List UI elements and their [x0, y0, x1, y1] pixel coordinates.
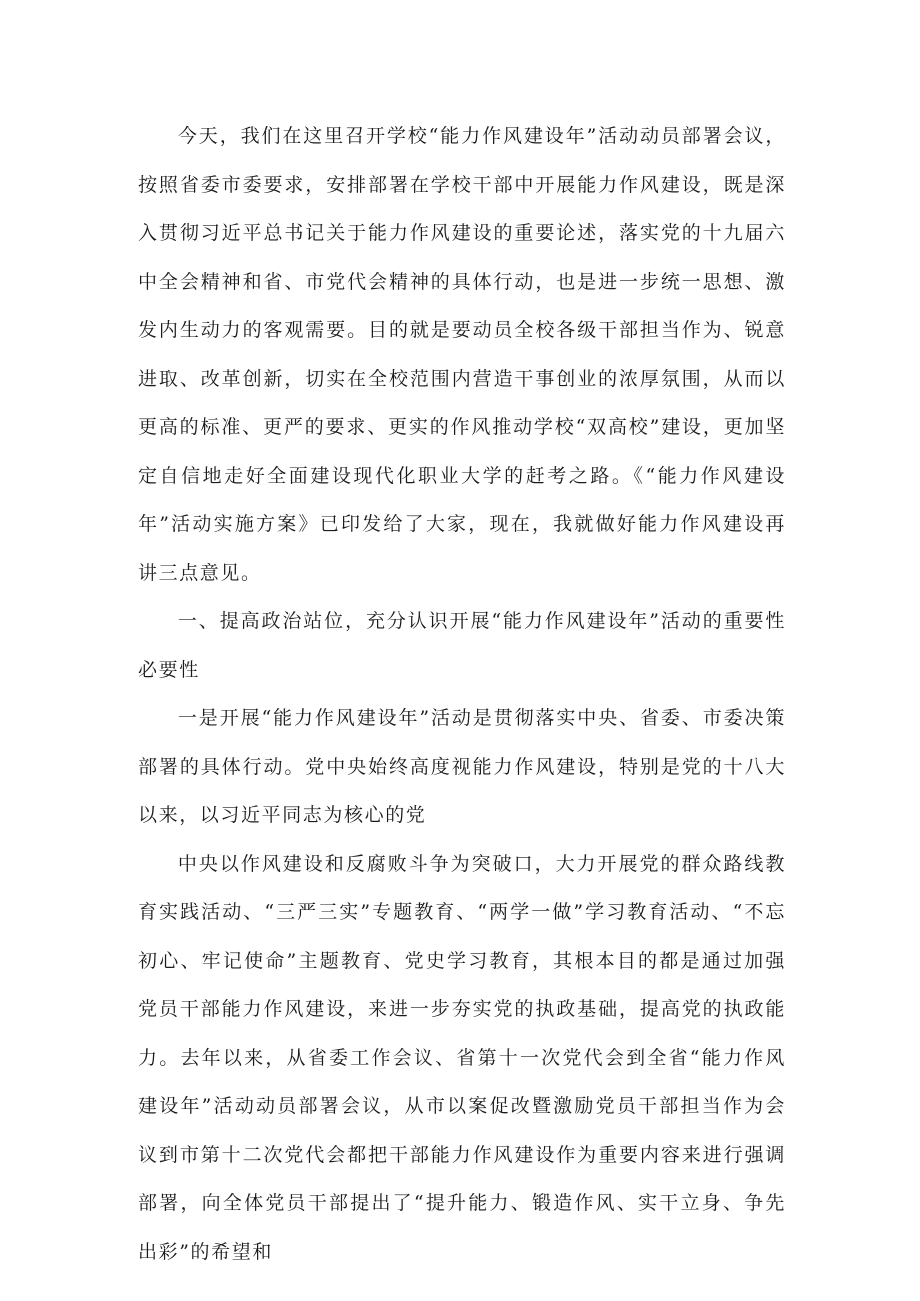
document-body — [138, 112, 786, 1276]
section-heading-1: 一、提高政治站位，充分认识开展“能力作风建设年”活动的重要性必要性 — [138, 610, 786, 681]
point-one-paragraph: 一是开展“能力作风建设年”活动是贯彻落实中央、省委、市委决策部署的具体行动。党中央始终高度视能力作风建设，特别是党的十八大以来，以习近平同志为核心的党 — [138, 707, 786, 826]
intro-paragraph: 今天，我们在这里召开学校“能力作风建设年”活动动员部署会议，按照省委市委要求，安排部署在学校干部中开展能力作风建设，既是深入贯彻习近平总书记关于能力作风建设的重要论述，落实党的十九届六中全会精神和省、市党代会精神的具体行动，也是进一步统一思想、激发内生动力的客观需要。目的就是要动员全校各级干部担当作为、锐意进取、改革创新，切实在全校范围内营造干事创业的浓厚氛围，从而以更高的标准、更严的要求、更实的作风推动学校“双高校”建设，更加坚定自信地走好全面建设现代化职业大学的赶考之路。《“能力作风建设年”活动实施方案》已印发给了大家，现在，我就做好能力作风建设再讲三点意见。 — [138, 125, 786, 584]
continuation-paragraph: 中央以作风建设和反腐败斗争为突破口，大力开展党的群众路线教育实践活动、“三严三实”专题教育、“两学一做”学习教育活动、“不忘初心、牢记使命”主题教育、党史学习教育，其根本目的都是通过加强党员干部能力作风建设，来进一步夯实党的执政基础，提高党的执政能力。去年以来，从省委工作会议、省第十一次党代会到全省“能力作风建设年”活动动员部署会议，从市以案促改暨激励党员干部担当作为会议到市第十二次党代会都把干部能力作风建设作为重要内容来进行强调部署，向全体党员干部提出了“提升能力、锻造作风、实干立身、争先出彩”的希望和 — [138, 852, 786, 1263]
